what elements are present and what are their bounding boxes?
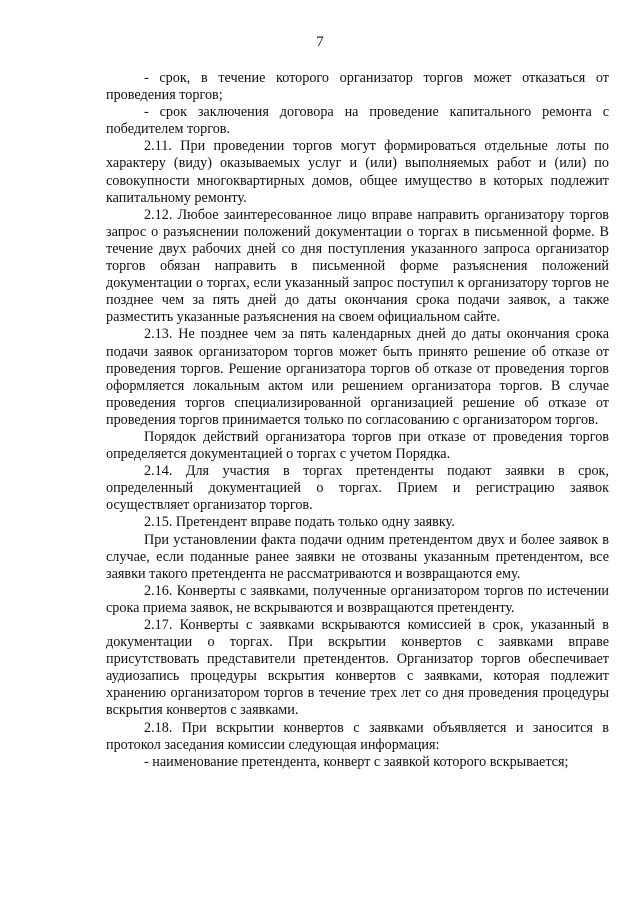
paragraph: 2.18. При вскрытии конвертов с заявками объявляется и заносится в протокол заседания комиссии следующая информация:	[106, 719, 609, 753]
paragraph: - наименование претендента, конверт с заявкой которого вскрывается;	[144, 753, 569, 770]
paragraph: 2.16. Конверты с заявками, полученные организатором торгов по истечении срока приема заявок, не вскрываются и возвращаются претенденту.	[106, 582, 609, 616]
page-number: 7	[316, 34, 324, 50]
document-body	[106, 70, 609, 771]
paragraph: - срок, в течение которого организатор торгов может отказаться от проведения торгов;	[106, 70, 609, 104]
paragraph: 2.15. Претендент вправе подать только одну заявку.	[144, 514, 455, 531]
paragraph: При установлении факта подачи одним претендентом двух и более заявок в случае, если поданные ранее заявки не отозваны указанным претендентом, все заявки такого претендента не рассматриваются и возвращаются ему.	[106, 531, 609, 582]
paragraph: 2.14. Для участия в торгах претенденты подают заявки в срок, определенный документацией о торгах. Прием и регистрацию заявок осуществляет организатор торгов.	[106, 463, 609, 514]
paragraph: - срок заключения договора на проведение капитального ремонта с победителем торгов.	[106, 104, 609, 138]
paragraph: 2.13. Не позднее чем за пять календарных дней до даты окончания срока подачи заявок организатором торгов может быть принято решение об отказе от проведения торгов. Решение организатора торгов об отказе от проведения торгов оформляется локальным актом или решением организатора торгов. В случае проведения торгов специализированной организацией решение об отказе от проведения торгов принимается только по согласованию с организатором торгов.	[106, 326, 609, 428]
paragraph: 2.17. Конверты с заявками вскрываются комиссией в срок, указанный в документации о торгах. При вскрытии конвертов с заявками вправе присутствовать представители претендентов. Организатор торгов обеспечивает аудиозапись процедуры вскрытия конвертов с заявками, которая подлежит хранению организатором торгов в течение трех лет со дня проведения процедуры вскрытия конвертов с заявками.	[106, 617, 609, 719]
paragraph: 2.11. При проведении торгов могут формироваться отдельные лоты по характеру (виду) оказываемых услуг и (или) выполняемых работ и (или) по совокупности многоквартирных домов, общее имущество в которых подлежит капитальному ремонту.	[106, 138, 609, 206]
paragraph: 2.12. Любое заинтересованное лицо вправе направить организатору торгов запрос о разъяснении положений документации о торгах в письменной форме. В течение двух рабочих дней со дня поступления указанного запроса организатор торгов обязан направить в письменной форме разъяснения положений документации о торгах, если указанный запрос поступил к организатору торгов не позднее чем за пять дней до даты окончания срока подачи заявок, а также разместить указанные разъяснения на своем официальном сайте.	[106, 206, 609, 326]
paragraph: Порядок действий организатора торгов при отказе от проведения торгов определяется документацией о торгах с учетом Порядка.	[106, 428, 609, 463]
